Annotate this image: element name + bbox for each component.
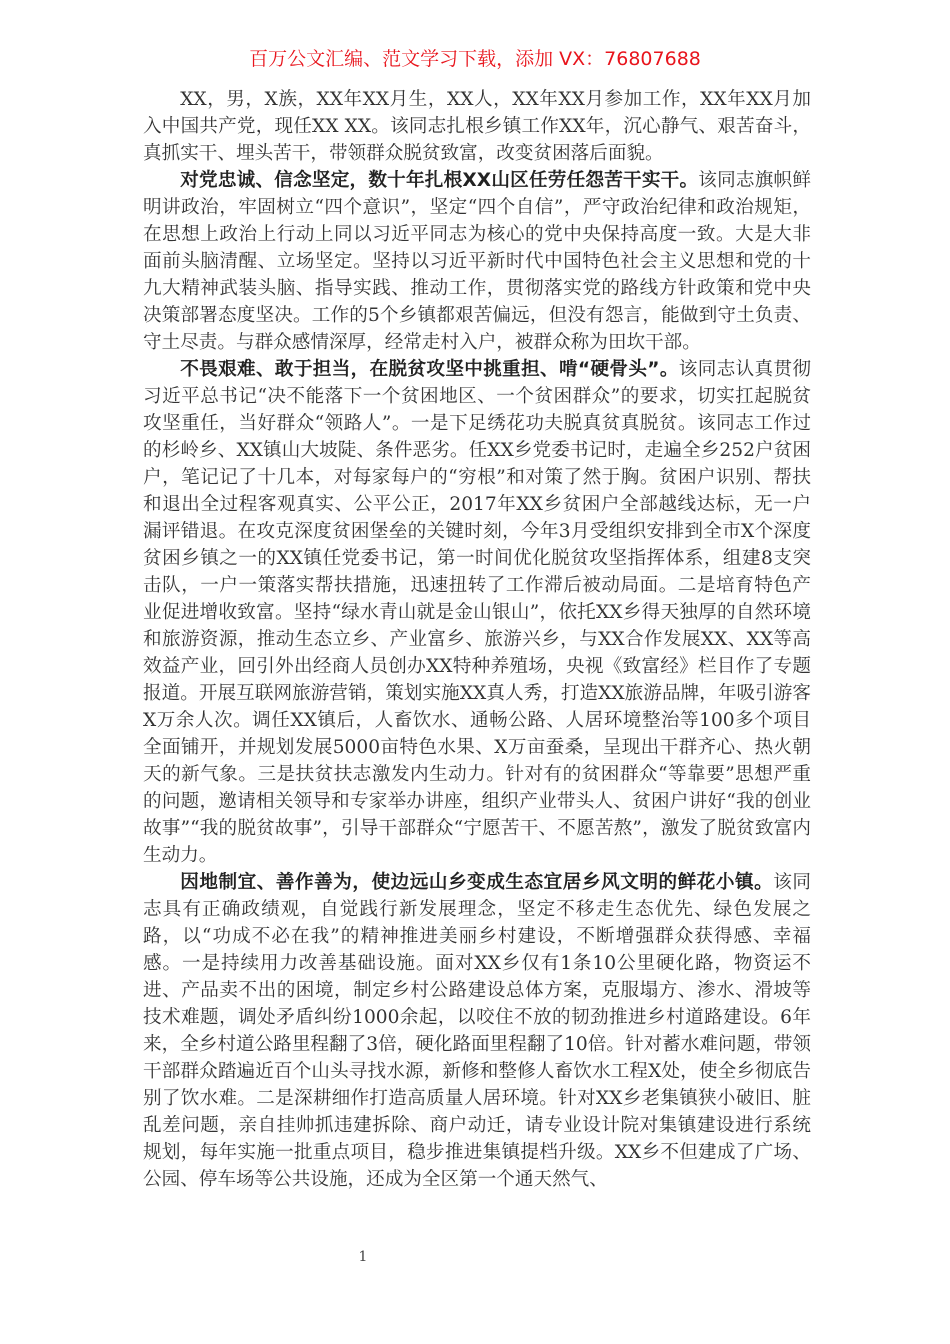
page-number: 1 <box>358 1249 368 1265</box>
paragraph-lead: 对党忠诚、信念坚定，数十年扎根XX山区任劳任怨苦干实干。 <box>180 170 699 191</box>
paragraph-lead: 因地制宜、善作善为，使边远山乡变成生态宜居乡风文明的鲜花小镇。 <box>180 872 774 893</box>
paragraph-poverty-alleviation <box>143 356 811 869</box>
paragraph-text: 该同志旗帜鲜明讲政治，牢固树立“四个意识”，坚定“四个自信”，严守政治纪律和政治规矩，在思想上政治上行动上同以习近平同志为核心的党中央保持高度一致。大是大非面前头脑清醒、立场坚定。坚持以习近平新时代中国特色社会主义思想和党的十九大精神武装头脑、指导实践、推动工作，贯彻落实党的路线方针政策和党中央决策部署态度坚决。工作的5个乡镇都艰苦偏远，但没有怨言，能做到守土负责、守土尽责。与群众感情深厚，经常走村入户，被群众称为田坎干部。 <box>143 170 811 353</box>
paragraph-rural-development <box>143 869 811 1193</box>
paragraph-text: 该同志具有正确政绩观，自觉践行新发展理念，坚定不移走生态优先、绿色发展之路，以“功成不必在我”的精神推进美丽乡村建设，不断增强群众获得感、幸福感。一是持续用力改善基础设施。面对XX乡仅有1条10公里硬化路，物资运不进、产品卖不出的困境，制定乡村公路建设总体方案，克服塌方、渗水、滑坡等技术难题，调处矛盾纠纷1000余起，以咬住不放的韧劲推进乡村道路建设。6年来，全乡村道公路里程翻了3倍，硬化路面里程翻了10倍。针对蓄水难问题，带领干部群众踏遍近百个山头寻找水源，新修和整修人畜饮水工程X处，使全乡彻底告别了饮水难。二是深耕细作打造高质量人居环境。针对XX乡老集镇狭小破旧、脏乱差问题，亲自挂帅抓违建拆除、商户动迁，请专业设计院对集镇建设进行系统规划，每年实施一批重点项目，稳步推进集镇提档升级。XX乡不但建成了广场、公园、停车场等公共设施，还成为全区第一个通天然气、 <box>143 872 811 1190</box>
paragraph-lead: 不畏艰难、敢于担当，在脱贫攻坚中挑重担、啃“硬骨头”。 <box>180 359 679 380</box>
promo-banner: 百万公文汇编、范文学习下载，添加 VX：76807688 <box>249 48 701 70</box>
paragraph-loyalty <box>143 167 811 356</box>
paragraph-text: 该同志认真贯彻习近平总书记“决不能落下一个贫困地区、一个贫困群众”的要求，切实扛起脱贫攻坚重任，当好群众“领路人”。一是下足绣花功夫脱真贫真脱贫。该同志工作过的杉岭乡、XX镇山大坡陡、条件恶劣。任XX乡党委书记时，走遍全乡252户贫困户，笔记记了十几本，对每家每户的“穷根”和对策了然于胸。贫困户识别、帮扶和退出全过程客观真实、公平公正，2017年XX乡贫困户全部越线达标，无一户漏评错退。在攻克深度贫困堡垒的关键时刻，今年3月受组织安排到全市X个深度贫困乡镇之一的XX镇任党委书记，第一时间优化脱贫攻坚指挥体系，组建8支突击队，一户一策落实帮扶措施，迅速扭转了工作滞后被动局面。二是培育特色产业促进增收致富。坚持“绿水青山就是金山银山”，依托XX乡得天独厚的自然环境和旅游资源，推动生态立乡、产业富乡、旅游兴乡，与XX合作发展XX、XX等高效益产业，回引外出经商人员创办XX特种养殖场，央视《致富经》栏目作了专题报道。开展互联网旅游营销，策划实施XX真人秀，打造XX旅游品牌，年吸引游客X万余人次。调任XX镇后，人畜饮水、通畅公路、人居环境整治等100多个项目全面铺开，并规划发展5000亩特色水果、X万亩蚕桑，呈现出干群齐心、热火朝天的新气象。三是扶贫扶志激发内生动力。针对有的贫困群众“等靠要”思想严重的问题，邀请相关领导和专家举办讲座，组织产业带头人、贫困户讲好“我的创业故事”“我的脱贫故事”，引导干部群众“宁愿苦干、不愿苦熬”，激发了脱贫致富内生动力。 <box>143 359 811 866</box>
paragraph-text: XX，男，X族，XX年XX月生，XX人，XX年XX月参加工作，XX年XX月加入中国共产党，现任XX XX。该同志扎根乡镇工作XX年，沉心静气、艰苦奋斗，真抓实干、埋头苦干，带领群众脱贫致富，改变贫困落后面貌。 <box>143 89 811 164</box>
document-body <box>143 86 811 1193</box>
paragraph-intro <box>143 86 811 167</box>
